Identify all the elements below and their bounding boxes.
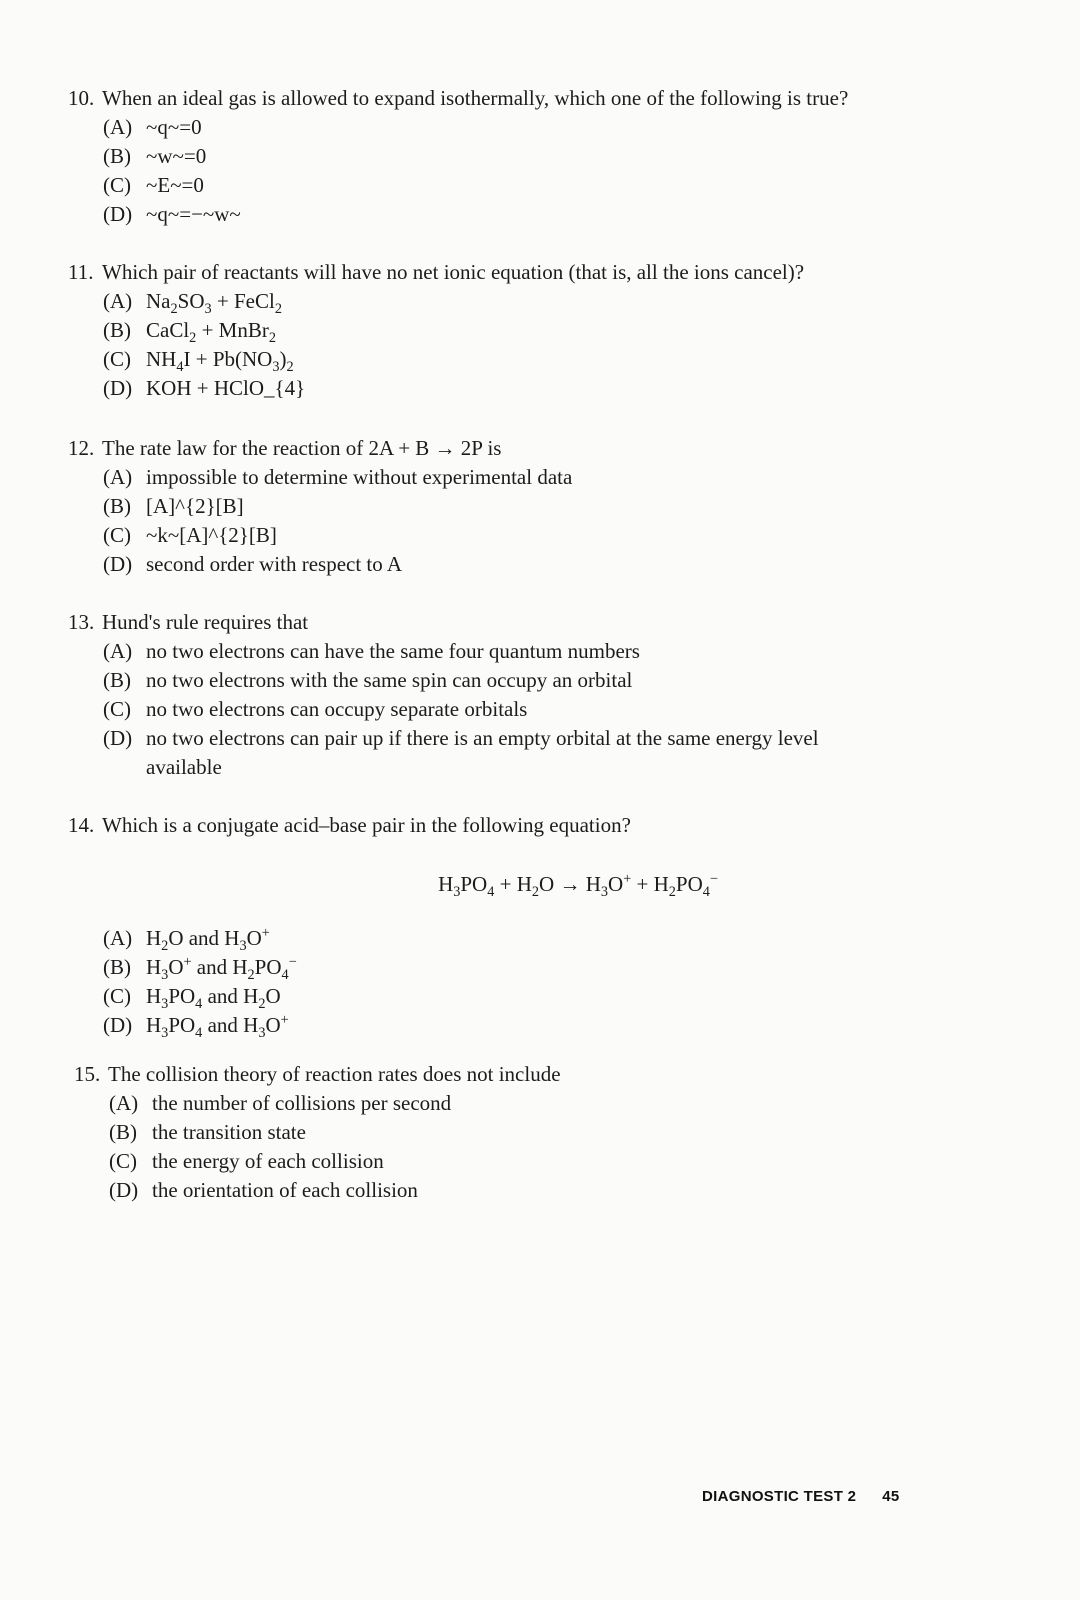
option-text: no two electrons can occupy separate orbitals xyxy=(146,697,528,721)
option-text: $H_3PO_4$ and $H_3O^+$ xyxy=(146,1012,289,1042)
option-label: (B) xyxy=(103,144,131,168)
option-label: (A) xyxy=(109,1091,139,1115)
answer-option xyxy=(68,171,948,200)
option-label: (B) xyxy=(103,955,131,979)
option-text: ~w~=0 xyxy=(146,144,207,168)
question-14 xyxy=(68,811,948,1040)
answer-option xyxy=(68,345,948,374)
question-text: The rate law for the reaction of 2A + B → 2P is xyxy=(102,436,502,460)
option-label: (D) xyxy=(103,552,133,576)
option-label: (C) xyxy=(103,984,131,1008)
option-label: (A) xyxy=(103,926,133,950)
option-text: the number of collisions per second xyxy=(152,1091,452,1115)
option-label: (A) xyxy=(103,639,133,663)
answer-option xyxy=(68,374,948,403)
option-label: (D) xyxy=(103,1013,133,1037)
answer-option xyxy=(68,550,948,579)
answer-option xyxy=(68,695,948,724)
answer-option xyxy=(74,1176,954,1205)
option-text: $H_2O$ and $H_3O^+$ xyxy=(146,925,270,955)
answer-option xyxy=(74,1089,954,1118)
option-text: $H_3O^+$ and $H_2PO_4^-$ xyxy=(146,954,297,984)
answer-option xyxy=(68,463,948,492)
option-text: no two electrons can pair up if there is an empty orbital at the same energy level available xyxy=(146,726,819,779)
option-text: KOH + HClO_{4} xyxy=(146,376,306,400)
option-label: (A) xyxy=(103,465,133,489)
option-label: (C) xyxy=(103,173,131,197)
chemical-equation: $H_3PO_4 + H_2O \to H_3O^+ + H_2PO_4^-$ xyxy=(438,871,718,901)
option-text: the transition state xyxy=(152,1120,306,1144)
question-text: Which is a conjugate acid–base pair in the following equation? xyxy=(102,813,631,837)
option-text: $NH_4I + Pb(NO_3)_2$ xyxy=(146,347,294,376)
answer-option xyxy=(68,113,948,142)
answer-option xyxy=(68,666,948,695)
option-text: the orientation of each collision xyxy=(152,1178,418,1202)
question-stem xyxy=(68,608,948,637)
answer-option xyxy=(74,1147,954,1176)
answer-option xyxy=(68,287,948,316)
question-stem xyxy=(68,811,948,840)
option-text: $Na_2SO_3$ + FeCl$_2$ xyxy=(146,289,282,318)
question-text: When an ideal gas is allowed to expand isothermally, which one of the following is true? xyxy=(102,86,849,110)
answer-option xyxy=(68,924,948,953)
answer-option xyxy=(68,316,948,345)
question-number: 14. xyxy=(68,813,95,837)
question-stem xyxy=(68,434,948,463)
option-label: (D) xyxy=(103,202,133,226)
answer-option xyxy=(68,637,948,666)
answer-option xyxy=(68,982,948,1011)
question-number: 11. xyxy=(68,260,94,284)
question-number: 12. xyxy=(68,436,95,460)
option-label: (D) xyxy=(103,376,133,400)
option-label: (B) xyxy=(103,494,131,518)
option-text: impossible to determine without experimental data xyxy=(146,465,573,489)
question-stem xyxy=(68,84,948,113)
question-13 xyxy=(68,608,948,782)
option-label: (D) xyxy=(109,1178,139,1202)
option-text: ~E~=0 xyxy=(146,173,204,197)
question-stem xyxy=(68,258,948,287)
question-text: Which pair of reactants will have no net ionic equation (that is, all the ions cancel)? xyxy=(102,260,805,284)
option-text: second order with respect to A xyxy=(146,552,403,576)
answer-option xyxy=(68,142,948,171)
question-text: The collision theory of reaction rates does not include xyxy=(108,1062,561,1086)
option-text: ~q~=−~w~ xyxy=(146,202,241,226)
question-15 xyxy=(74,1060,954,1205)
question-number: 15. xyxy=(74,1062,101,1086)
answer-option xyxy=(74,1118,954,1147)
option-text: no two electrons with the same spin can occupy an orbital xyxy=(146,668,633,692)
question-number: 10. xyxy=(68,86,95,110)
question-10 xyxy=(68,84,948,229)
option-label: (A) xyxy=(103,289,133,313)
page-footer xyxy=(702,1488,900,1505)
question-text: Hund's rule requires that xyxy=(102,610,309,634)
question-11 xyxy=(68,258,948,403)
question-12 xyxy=(68,434,948,579)
answer-option xyxy=(68,1011,948,1040)
option-label: (B) xyxy=(103,668,131,692)
answer-option xyxy=(68,724,846,782)
option-text: no two electrons can have the same four quantum numbers xyxy=(146,639,640,663)
answer-option xyxy=(68,953,948,982)
option-text: the energy of each collision xyxy=(152,1149,384,1173)
option-label: (A) xyxy=(103,115,133,139)
option-label: (D) xyxy=(103,726,133,750)
option-label: (C) xyxy=(103,697,131,721)
option-label: (B) xyxy=(103,318,131,342)
page-number: 45 xyxy=(882,1488,900,1505)
option-text: ~q~=0 xyxy=(146,115,202,139)
option-text: $H_3PO_4$ and $H_2O$ xyxy=(146,984,281,1013)
question-stem xyxy=(74,1060,954,1089)
question-number: 13. xyxy=(68,610,95,634)
footer-section-title: DIAGNOSTIC TEST 2 xyxy=(702,1488,857,1505)
answer-option xyxy=(68,521,948,550)
option-label: (B) xyxy=(109,1120,137,1144)
option-text: [A]^{2}[B] xyxy=(146,494,244,518)
answer-option xyxy=(68,492,948,521)
option-label: (C) xyxy=(109,1149,137,1173)
option-text: ~k~[A]^{2}[B] xyxy=(146,523,277,547)
answer-option xyxy=(68,200,948,229)
option-label: (C) xyxy=(103,523,131,547)
option-text: CaCl$_2$ + MnBr$_2$ xyxy=(146,318,276,347)
option-label: (C) xyxy=(103,347,131,371)
